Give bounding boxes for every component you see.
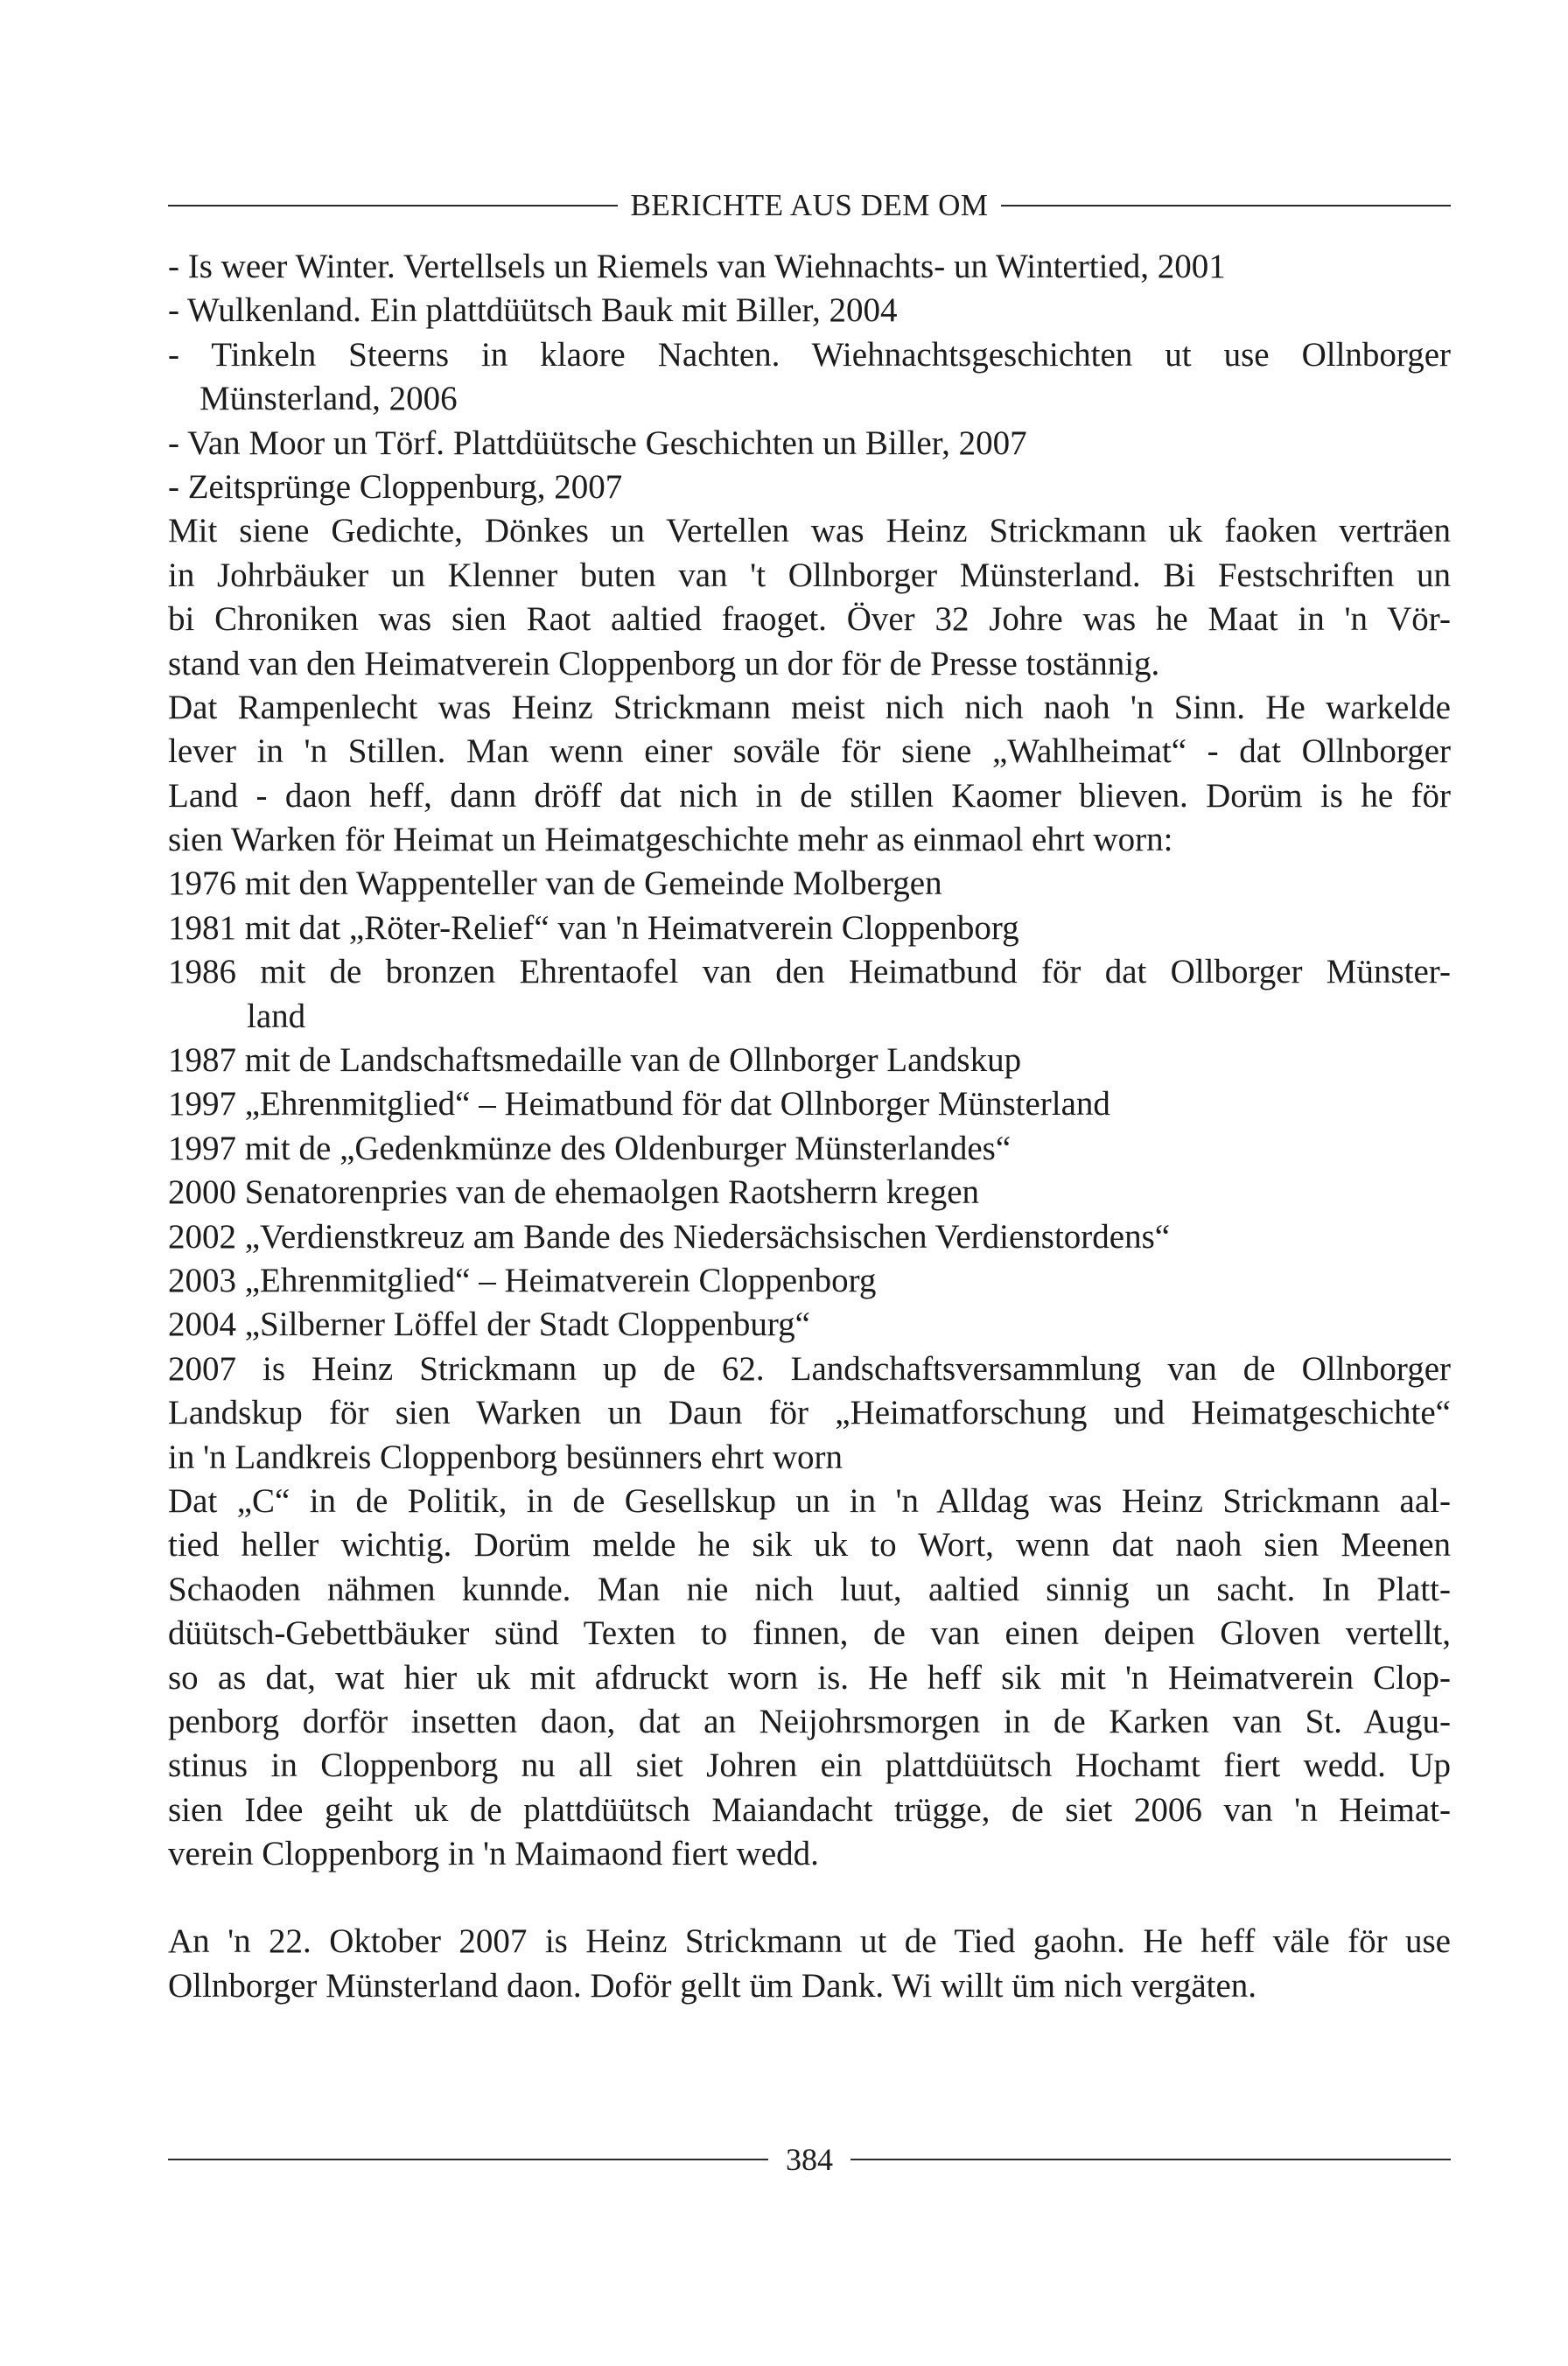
text-line: 1986 mit de bronzen Ehrentaofel van den Heimatbund för dat Ollborger Münster-: [168, 953, 1451, 991]
text-line: - Van Moor un Törf. Plattdüütsche Geschichten un Biller, 2007: [168, 424, 1027, 462]
page-number: 384: [786, 2142, 833, 2177]
text-line: Landskup för sien Warken un Daun för „Heimatforschung und Heimatgeschichte“: [168, 1394, 1451, 1432]
text-line: 2002 „Verdienstkreuz am Bande des Niedersächsischen Verdienstordens“: [168, 1217, 1171, 1256]
text-line: An 'n 22. Oktober 2007 is Heinz Strickmann ut de Tied gaohn. He heff väle för use: [168, 1922, 1451, 1961]
text-line: sien Warken för Heimat un Heimatgeschichte mehr as einmaol ehrt worn:: [168, 821, 1173, 859]
text-line: Land - daon heff, dann dröff dat nich in de stillen Kaomer blieven. Dorüm is he för: [168, 776, 1451, 815]
text-line: Ollnborger Münsterland daon. Doför gellt üm Dank. Wi willt üm nich vergäten.: [168, 1966, 1257, 2005]
running-header: [168, 186, 1451, 225]
header-rule-right: [1001, 205, 1451, 206]
text-line: stand van den Heimatverein Cloppenborg un dor för de Presse tostännig.: [168, 644, 1160, 682]
text-line: - Zeitsprünge Cloppenburg, 2007: [168, 467, 623, 506]
text-line: verein Cloppenborg in 'n Maimaond fiert wedd.: [168, 1835, 819, 1873]
text-line: 1997 mit de „Gedenkmünze des Oldenburger Münsterlandes“: [168, 1129, 1012, 1167]
text-line: 1981 mit dat „Röter-Relief“ van 'n Heimatverein Cloppenborg: [168, 908, 1019, 947]
text-line: Münsterland, 2006: [200, 380, 458, 418]
text-line: Dat „C“ in de Politik, in de Gesellskup un in 'n Alldag was Heinz Strickmann aal-: [168, 1481, 1451, 1520]
text-line: Dat Rampenlecht was Heinz Strickmann meist nich nich naoh 'n Sinn. He warkelde: [168, 688, 1451, 726]
text-line: düütsch-Gebettbäuker sünd Texten to finnen, de van einen deipen Gloven vertellt,: [168, 1614, 1451, 1653]
text-line: land: [247, 997, 306, 1035]
text-line: bi Chroniken was sien Raot aaltied fraoget. Över 32 Johre was he Maat in 'n Vör-: [168, 600, 1451, 639]
text-line: 2003 „Ehrenmitglied“ – Heimatverein Cloppenborg: [168, 1261, 877, 1299]
text-line: tied heller wichtig. Dorüm melde he sik uk to Wort, wenn dat naoh sien Meenen: [168, 1526, 1451, 1564]
header-rule-left: [168, 205, 618, 206]
text-line: 1997 „Ehrenmitglied“ – Heimatbund för dat Ollnborger Münsterland: [168, 1085, 1110, 1124]
text-line: in 'n Landkreis Cloppenborg besünners ehrt worn: [168, 1438, 843, 1476]
text-line: in Johrbäuker un Klenner buten van 't Ollnborger Münsterland. Bi Festschriften un: [168, 556, 1451, 594]
text-line: - Tinkeln Steerns in klaore Nachten. Wiehnachtsgeschichten ut use Ollnborger: [168, 335, 1451, 374]
text-line: penborg dorför insetten daon, dat an Neijohrsmorgen in de Karken van St. Augu-: [168, 1702, 1451, 1740]
text-line: sien Idee geiht uk de plattdüütsch Maiandacht trügge, de siet 2006 van 'n Heimat-: [168, 1790, 1451, 1829]
footer-rule-right: [850, 2159, 1451, 2160]
paragraph-gap: [168, 1876, 1451, 1920]
text-line: lever in 'n Stillen. Man wenn einer soväle för siene „Wahlheimat“ - dat Ollnborger: [168, 732, 1451, 771]
text-line: stinus in Cloppenborg nu all siet Johren ein plattdüütsch Hochamt fiert wedd. Up: [168, 1746, 1451, 1785]
page-footer: [168, 2140, 1451, 2179]
header-title: BERICHTE AUS DEM OM: [630, 188, 989, 222]
text-line: 2007 is Heinz Strickmann up de 62. Landschaftsversammlung van de Ollnborger: [168, 1349, 1451, 1388]
text-line: Mit siene Gedichte, Dönkes un Vertellen was Heinz Strickmann uk faoken verträen: [168, 512, 1451, 550]
text-line: so as dat, wat hier uk mit afdruckt worn is. He heff sik mit 'n Heimatverein Clop-: [168, 1658, 1451, 1697]
text-line: 2004 „Silberner Löffel der Stadt Cloppenburg“: [168, 1306, 810, 1344]
text-line: 2000 Senatorenpries van de ehemaolgen Raotsherrn kregen: [168, 1173, 980, 1212]
footer-rule-left: [168, 2159, 768, 2160]
text-line: Schaoden nähmen kunnde. Man nie nich luut, aaltied sinnig un sacht. In Platt-: [168, 1570, 1451, 1608]
text-line: 1987 mit de Landschaftsmedaille van de Ollnborger Landskup: [168, 1041, 1022, 1080]
text-line: 1976 mit den Wappenteller van de Gemeinde Molbergen: [168, 864, 942, 903]
text-line: - Wulkenland. Ein plattdüütsch Bauk mit Biller, 2004: [168, 291, 898, 330]
body-text: [168, 245, 1451, 2008]
text-line: - Is weer Winter. Vertellsels un Riemels van Wiehnachts- un Wintertied, 2001: [168, 248, 1226, 285]
